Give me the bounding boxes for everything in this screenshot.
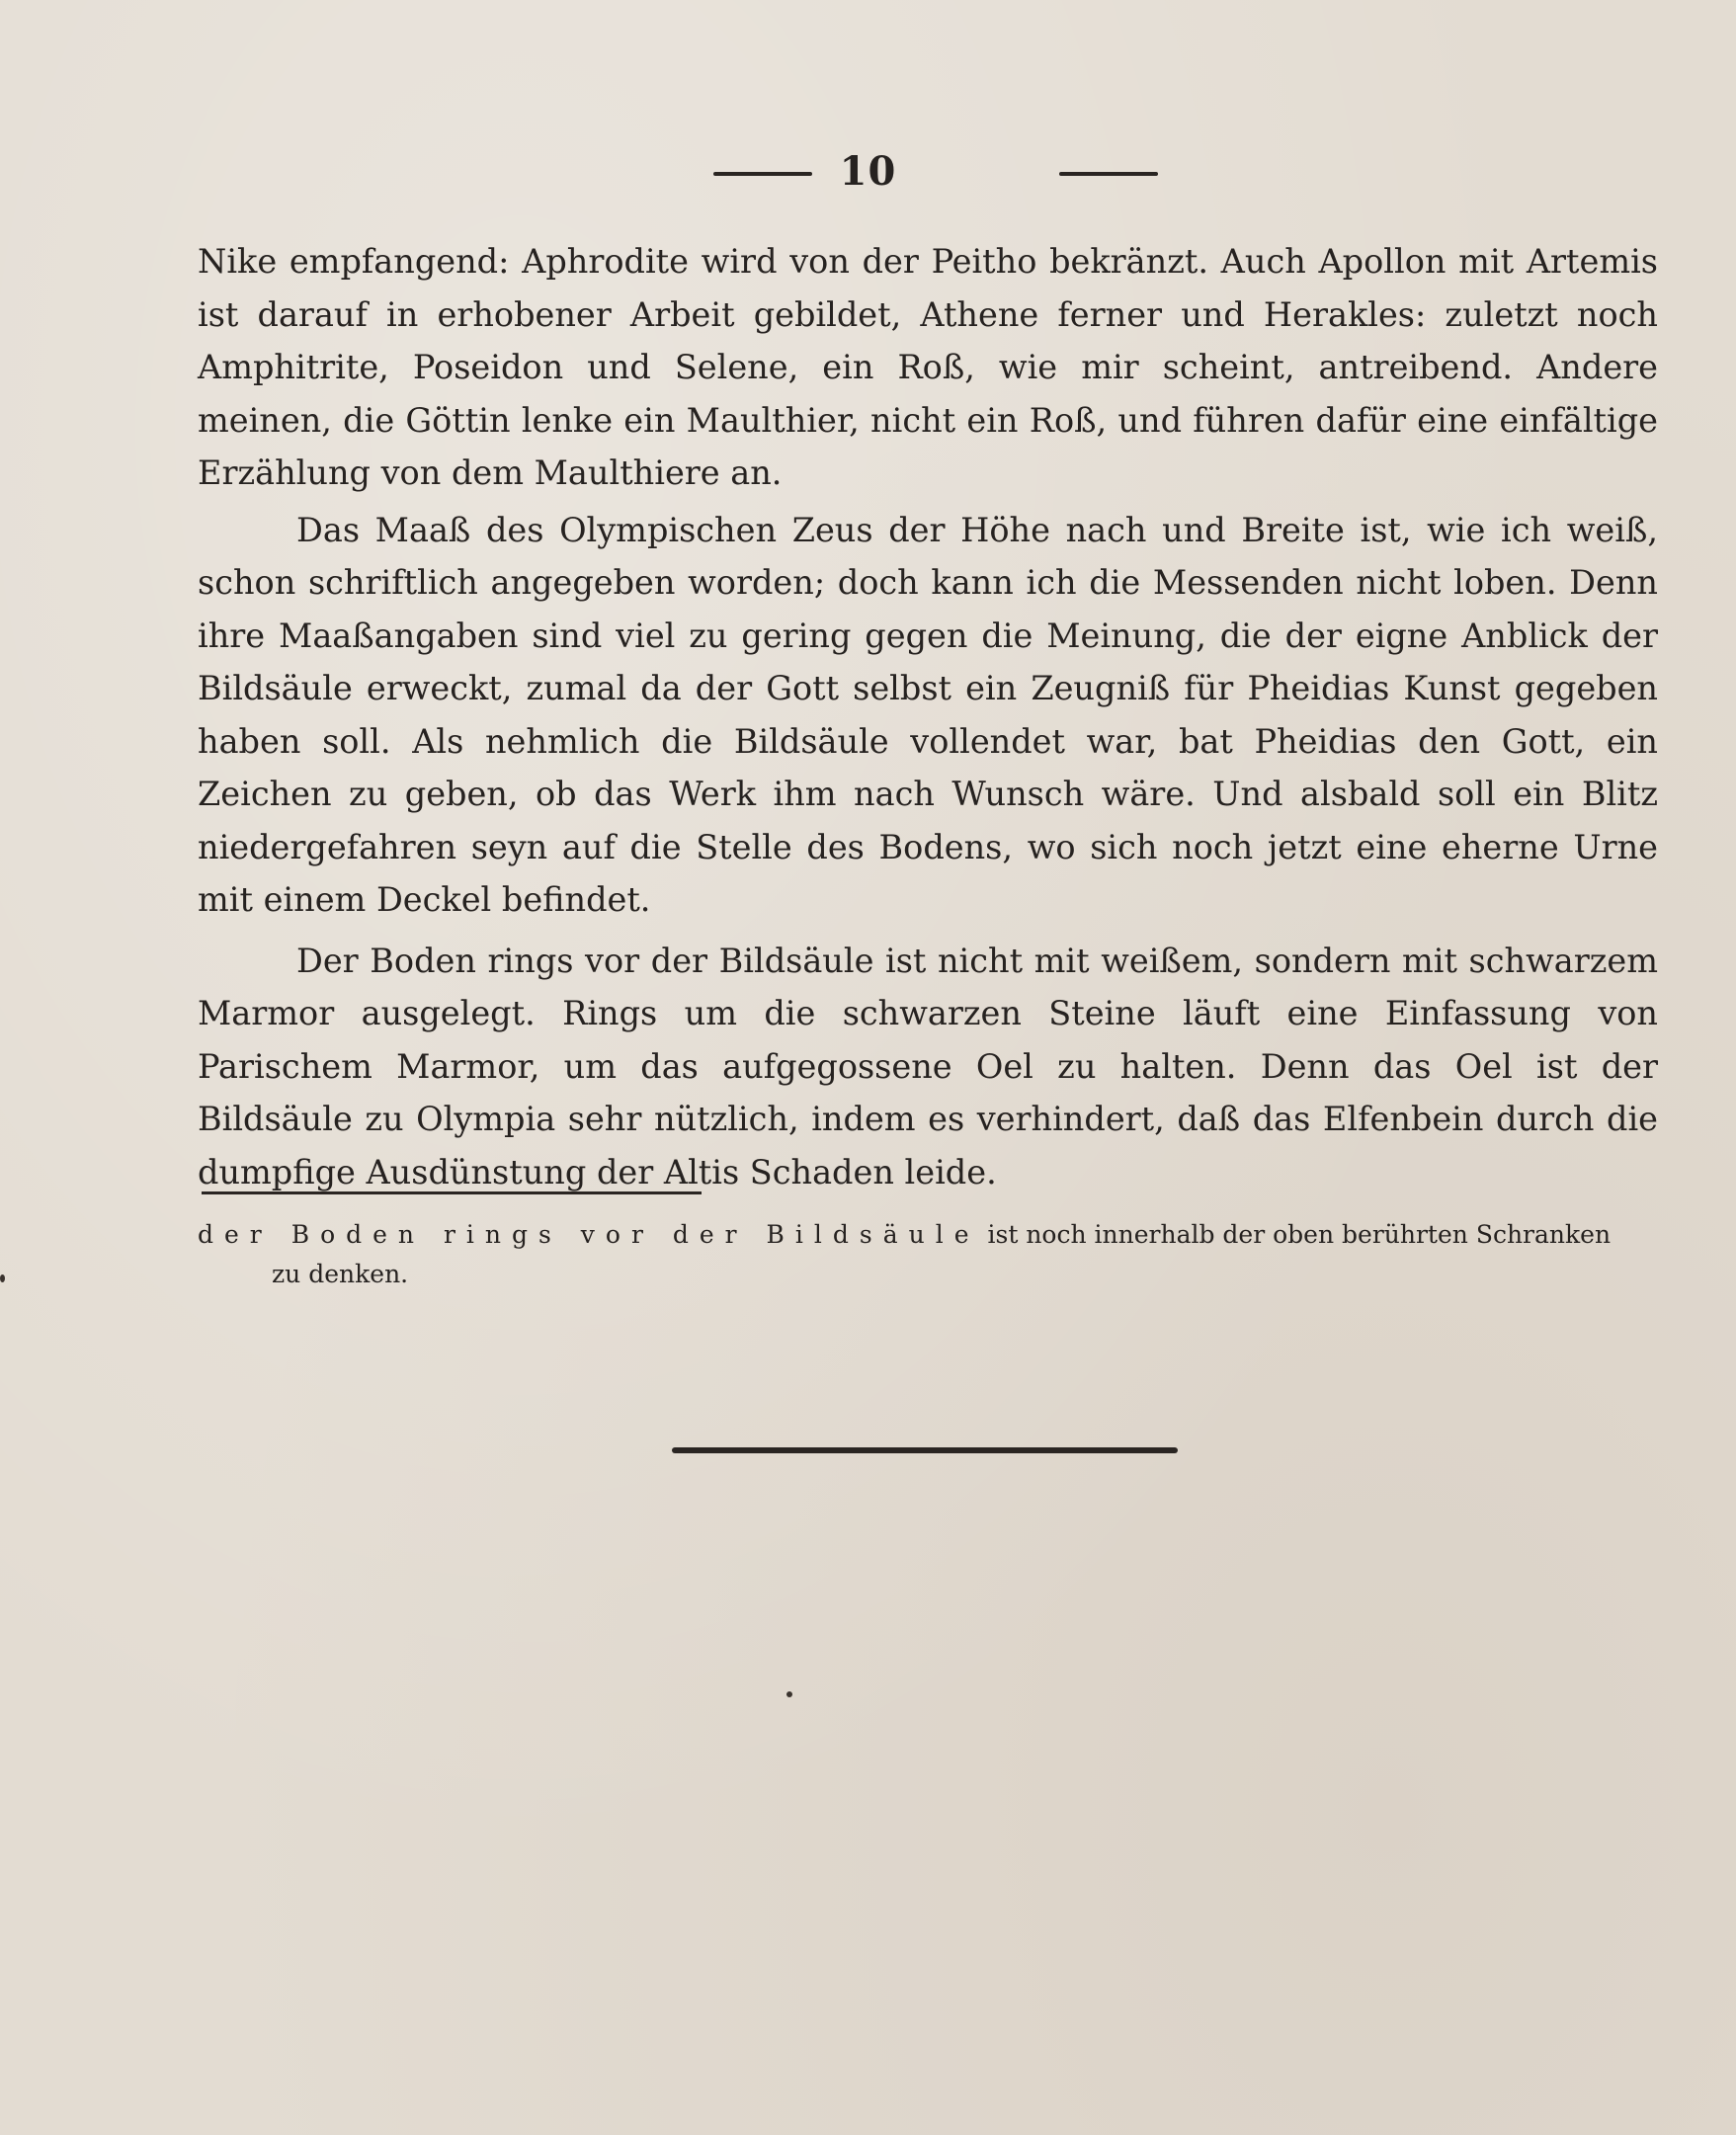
footnote-line-1 <box>198 1215 1658 1255</box>
footnote-line-2: zu denken. <box>272 1260 409 1288</box>
header-rule-right <box>1059 172 1158 176</box>
paragraph-1: Nike empfangend: Aphrodite wird von der Peitho bekränzt. Auch Apollon mit Artemis ist darauf in erhobener Arbeit gebildet, Athene ferner und Herakles: zuletzt noch Amphitrite, Poseidon und Selene, ein Roß, wie mir scheint, antreibend. Andere meinen, die Göttin lenke ein Maulthier, nicht ein Roß, und führen dafür eine einfältige Erzählung von dem Maulthiere an. <box>198 242 1658 492</box>
footnote-rule <box>202 1191 702 1194</box>
paragraph-2: Das Maaß des Olympischen Zeus der Höhe nach und Breite ist, wie ich weiß, schon schriftlich angegeben worden; doch kann ich die Messenden nicht loben. Denn ihre Maaßangaben sind viel zu gering gegen die Meinung, die der eigne Anblick der Bildsäule erweckt, zumal da der Gott selbst ein Zeugniß für Pheidias Kunst gegeben haben soll. Als nehmlich die Bildsäule vollendet war, bat Pheidias den Gott, ein Zeichen zu geben, ob das Werk ihm nach Wunsch wäre. Und alsbald soll ein Blitz niedergefahren seyn auf die Stelle des Bodens, wo sich noch jetzt eine eherne Urne mit einem Deckel befindet. <box>198 510 1658 919</box>
ink-speck <box>786 1691 792 1697</box>
footnote-text: ist noch innerhalb der oben berührten Schranken <box>987 1220 1612 1249</box>
footnote-spaced-text: der Boden rings vor der Bildsäule <box>198 1220 980 1249</box>
footnote <box>198 1215 1658 1294</box>
page-header <box>0 148 1736 198</box>
end-rule <box>672 1447 1178 1453</box>
page-number: 10 <box>839 148 897 195</box>
body-text <box>198 235 1658 1198</box>
paragraph-3: Der Boden rings vor der Bildsäule ist nicht mit weißem, sondern mit schwarzem Marmor ausgelegt. Rings um die schwarzen Steine läuft eine Einfassung von Parischem Marmor, um das aufgegossene Oel zu halten. Denn das Oel ist der Bildsäule zu Olympia sehr nützlich, indem es verhindert, daß das Elfenbein durch die dumpfige Ausdünstung der Altis Schaden leide. <box>198 941 1658 1191</box>
ink-speck <box>0 1274 5 1282</box>
